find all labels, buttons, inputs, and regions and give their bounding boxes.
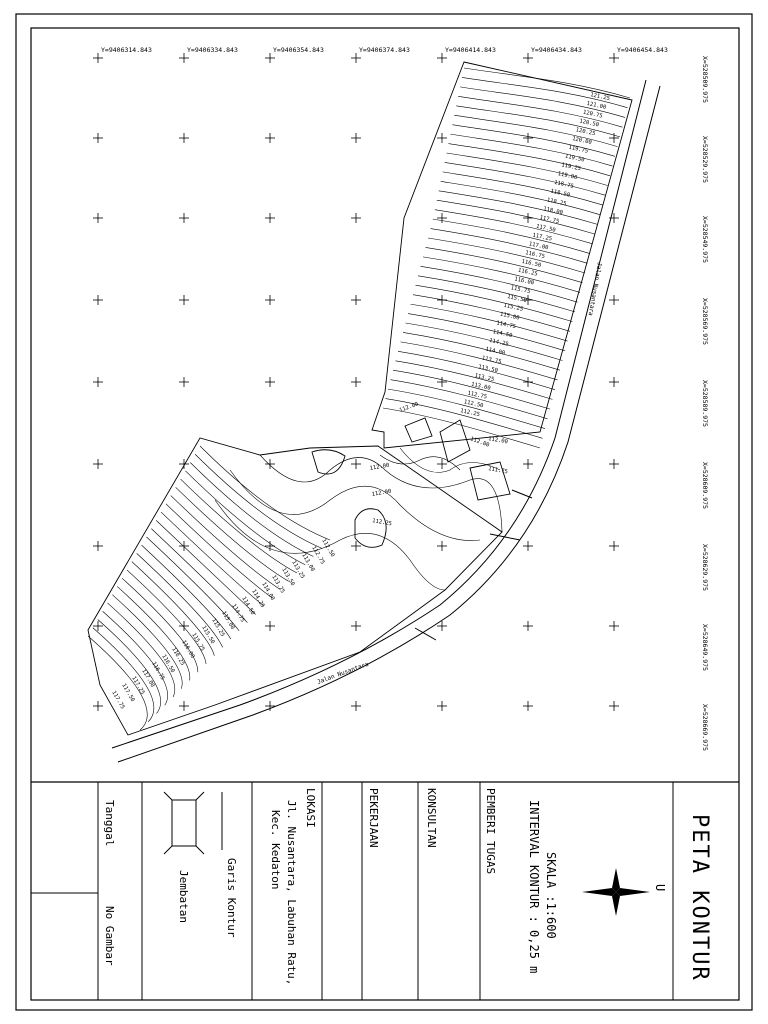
contour-label: 115.25 xyxy=(210,617,226,638)
contour-label: 116.25 xyxy=(517,267,539,278)
grid-x-label: X=528529.975 xyxy=(701,136,709,183)
grid-cross xyxy=(609,377,619,387)
contour-label: 119.00 xyxy=(557,171,578,182)
contour-label: 112.75 xyxy=(310,545,326,566)
grid-cross xyxy=(179,701,189,711)
grid-y-label: Y=9406434.843 xyxy=(531,46,582,54)
contour-label: 112.50 xyxy=(320,538,336,559)
grid-y-label: Y=9406414.843 xyxy=(445,46,496,54)
konsultan-label: KONSULTAN xyxy=(425,788,438,848)
grid-cross xyxy=(523,541,533,551)
contour-line xyxy=(400,448,500,472)
grid-cross xyxy=(265,133,275,143)
grid-cross xyxy=(523,459,533,469)
grid-cross xyxy=(351,53,361,63)
grid-x-label: X=528669.975 xyxy=(701,704,709,751)
contour-label: 114.75 xyxy=(495,320,517,331)
contour-line xyxy=(127,570,206,664)
grid-x-labels xyxy=(701,56,709,751)
contour-label: 117.00 xyxy=(140,668,156,689)
contour-label: 114.00 xyxy=(484,346,506,357)
contour-label: 118.75 xyxy=(553,179,575,190)
grid-cross xyxy=(437,377,447,387)
grid-cross xyxy=(609,621,619,631)
grid-y-label: Y=9406454.843 xyxy=(617,46,668,54)
contour-label: 116.00 xyxy=(180,639,196,660)
contour-label: 113.50 xyxy=(477,364,499,375)
contour-label: 118.25 xyxy=(546,197,567,208)
grid-cross xyxy=(437,541,447,551)
contour-label: 117.25 xyxy=(531,232,553,243)
grid-x-label: X=528629.975 xyxy=(701,544,709,591)
grid-cross xyxy=(351,701,361,711)
south-parcel-boundary xyxy=(88,438,502,735)
contour-label: 120.25 xyxy=(575,127,596,138)
grid-cross xyxy=(523,133,533,143)
grid-x-label: X=528509.975 xyxy=(701,56,709,103)
grid-cross xyxy=(179,213,189,223)
contour-label: 116.75 xyxy=(524,250,546,261)
bridge-icon xyxy=(164,792,204,854)
grid-cross xyxy=(351,377,361,387)
legend-garis-kontur: Garis Kontur xyxy=(225,858,238,938)
contour-label: 115.75 xyxy=(190,632,206,653)
grid-y-label: Y=9406354.843 xyxy=(273,46,324,54)
grid-cross xyxy=(437,133,447,143)
contour-label: 117.50 xyxy=(535,223,557,234)
contour-label: 113.25 xyxy=(474,372,495,383)
grid-cross xyxy=(179,133,189,143)
contour-label: 113.50 xyxy=(280,566,296,588)
grid-cross xyxy=(93,541,103,551)
north-letter: U xyxy=(653,884,667,892)
grid-cross xyxy=(351,621,361,631)
grid-y-labels xyxy=(101,46,668,54)
contour-label: 114.75 xyxy=(230,603,246,624)
grid-cross xyxy=(523,53,533,63)
legend-jembatan: Jembatan xyxy=(177,870,190,923)
contour-label: 114.00 xyxy=(260,581,276,602)
grid-cross xyxy=(523,621,533,631)
pond-feature xyxy=(312,450,345,474)
grid-cross xyxy=(351,213,361,223)
contour-label: 112.25 xyxy=(459,408,481,419)
grid-cross xyxy=(609,459,619,469)
contour-label: 114.25 xyxy=(250,588,266,609)
grid-cross xyxy=(179,459,189,469)
contour-label: 120.75 xyxy=(582,109,604,120)
grid-cross xyxy=(437,53,447,63)
grid-cross xyxy=(609,701,619,711)
grid-y-label: Y=9406314.843 xyxy=(101,46,152,54)
contour-label: 111.75 xyxy=(487,466,509,476)
contour-label: 114.50 xyxy=(492,329,513,340)
contour-label: 112.00 xyxy=(369,462,390,472)
contour-label: 117.00 xyxy=(528,241,549,252)
grid-cross xyxy=(523,213,533,223)
grid-cross xyxy=(265,377,275,387)
grid-cross xyxy=(351,133,361,143)
contour-label: 117.75 xyxy=(539,214,560,225)
contour-line xyxy=(181,479,297,573)
grid-cross xyxy=(609,295,619,305)
contour-line xyxy=(426,247,583,282)
grid-y-label: Y=9406334.843 xyxy=(187,46,238,54)
contour-label: 114.25 xyxy=(488,337,510,348)
contour-label: 116.25 xyxy=(170,646,186,667)
grid-cross xyxy=(93,53,103,63)
grid-cross xyxy=(179,377,189,387)
contour-label: 112.00 xyxy=(469,436,491,449)
contour-label: 112.00 xyxy=(487,436,509,446)
contour-line xyxy=(421,266,578,302)
tanggal-label: Tanggal xyxy=(103,800,116,847)
pond-feature xyxy=(355,509,386,548)
contour-label: 121.00 xyxy=(585,100,607,111)
contour-label: 119.75 xyxy=(567,144,589,155)
contour-label: 113.00 xyxy=(470,381,492,392)
grid-cross xyxy=(93,213,103,223)
grid-cross xyxy=(265,213,275,223)
pemberi-tugas-label: PEMBERI TUGAS xyxy=(484,788,497,875)
contour-line xyxy=(441,181,600,217)
contour-label: 121.25 xyxy=(589,92,611,103)
contour-line xyxy=(122,578,198,675)
road-label: Jalan Nusantara xyxy=(586,261,603,317)
contour-label: 112.00 xyxy=(371,488,392,498)
contour-label: 117.50 xyxy=(120,682,136,703)
contour-label: 119.25 xyxy=(560,162,582,173)
grid-x-label: X=528569.975 xyxy=(701,298,709,345)
grid-cross xyxy=(523,701,533,711)
contour-label: 116.50 xyxy=(520,258,542,269)
contour-label: 112.50 xyxy=(463,399,484,410)
grid-cross xyxy=(179,53,189,63)
grid-cross xyxy=(609,53,619,63)
contour-line xyxy=(443,172,603,208)
outer-border xyxy=(16,14,752,1010)
north-arrow-icon xyxy=(582,868,650,916)
pond-feature xyxy=(405,418,432,442)
contour-label: 120.50 xyxy=(578,118,600,129)
contour-label: 115.50 xyxy=(506,293,528,304)
contour-label: 113.75 xyxy=(481,355,502,366)
coordinate-grid xyxy=(93,53,619,711)
contour-label: 113.75 xyxy=(270,574,286,595)
road-label: Jalan Nusantara xyxy=(316,660,370,686)
lokasi-line-1: Jl. Nusantara, Labuhan Ratu, xyxy=(285,800,298,986)
contour-label: 115.00 xyxy=(499,311,520,322)
contour-label: 115.50 xyxy=(200,624,216,646)
grid-cross xyxy=(179,295,189,305)
interval-text: INTERVAL KONTUR : 0,25 m xyxy=(527,800,541,974)
grid-cross xyxy=(265,53,275,63)
grid-cross xyxy=(179,621,189,631)
contour-label: 118.50 xyxy=(549,188,571,199)
contour-label: 116.00 xyxy=(513,276,535,287)
contour-line xyxy=(156,520,256,617)
grid-x-label: X=528609.975 xyxy=(701,462,709,509)
contour-label: 115.75 xyxy=(510,285,531,296)
grid-x-label: X=528589.975 xyxy=(701,380,709,427)
no-gambar-label: No Gambar xyxy=(103,906,116,966)
grid-cross xyxy=(93,459,103,469)
grid-cross xyxy=(437,701,447,711)
contour-label: 117.75 xyxy=(110,690,126,711)
grid-cross xyxy=(93,295,103,305)
contour-label: 117.25 xyxy=(130,675,146,696)
contour-label: 120.00 xyxy=(571,135,593,146)
grid-cross xyxy=(609,541,619,551)
contour-label: 115.00 xyxy=(220,610,236,631)
contour-line xyxy=(161,512,264,606)
lokasi-line-2: Kec. Kedaton xyxy=(269,810,282,890)
road-jalan-nusantara xyxy=(112,80,660,762)
grid-cross xyxy=(437,459,447,469)
grid-cross xyxy=(609,133,619,143)
lokasi-label: LOKASI xyxy=(304,788,317,828)
contour-line xyxy=(428,238,585,273)
grid-cross xyxy=(265,295,275,305)
contour-label: 116.75 xyxy=(150,661,166,682)
grid-y-label: Y=9406374.843 xyxy=(359,46,410,54)
contour-labels xyxy=(110,92,610,710)
contour-label: 112.00 xyxy=(398,401,420,414)
grid-cross xyxy=(437,213,447,223)
grid-cross xyxy=(179,541,189,551)
contour-label: 115.25 xyxy=(502,302,524,313)
contour-label: 112.25 xyxy=(371,518,393,528)
contour-label: 114.50 xyxy=(240,595,256,617)
contour-label: 113.00 xyxy=(300,552,316,573)
contour-line xyxy=(439,188,598,225)
grid-cross xyxy=(265,621,275,631)
contour-label: 113.25 xyxy=(290,559,306,580)
inner-border xyxy=(31,28,739,1000)
grid-cross xyxy=(93,377,103,387)
grid-cross xyxy=(265,459,275,469)
contour-label: 118.00 xyxy=(542,206,564,217)
pekerjaan-label: PEKERJAAN xyxy=(367,788,380,848)
grid-x-label: X=528549.975 xyxy=(701,216,709,263)
scale-text: SKALA :1:600 xyxy=(544,852,558,939)
grid-cross xyxy=(351,459,361,469)
north-parcel-boundary xyxy=(372,62,632,448)
contour-label: 112.75 xyxy=(466,390,488,401)
grid-cross xyxy=(93,133,103,143)
grid-cross xyxy=(93,701,103,711)
grid-x-label: X=528649.975 xyxy=(701,624,709,671)
map-title: PETA KONTUR xyxy=(687,814,712,982)
contour-label: 119.50 xyxy=(564,153,585,164)
contour-line xyxy=(423,257,580,296)
title-block xyxy=(31,782,712,1000)
grid-cross xyxy=(351,295,361,305)
contour-label: 116.50 xyxy=(160,653,176,675)
